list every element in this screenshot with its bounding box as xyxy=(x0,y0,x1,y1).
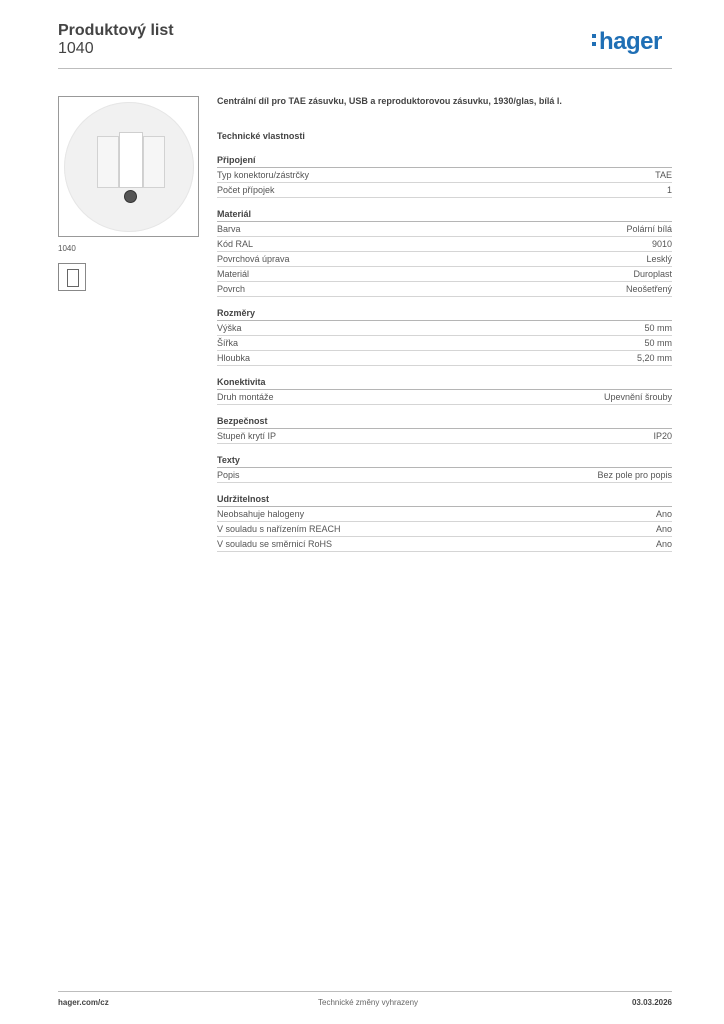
section-title: Bezpečnost xyxy=(217,414,672,429)
spec-row xyxy=(217,168,672,183)
header-divider xyxy=(58,68,672,69)
spec-label: Typ konektoru/zástrčky xyxy=(217,170,310,180)
section-title: Připojení xyxy=(217,153,672,168)
spec-section xyxy=(217,453,672,483)
spec-label: Hloubka xyxy=(217,353,251,363)
screw-icon xyxy=(124,190,137,203)
spec-value: 50 mm xyxy=(644,323,672,333)
thumbnail-icon xyxy=(67,269,79,287)
spec-section xyxy=(217,375,672,405)
spec-label: Kód RAL xyxy=(217,239,254,249)
spec-label: Stupeň krytí IP xyxy=(217,431,277,441)
spec-label: Šířka xyxy=(217,338,239,348)
spec-value: Duroplast xyxy=(633,269,672,279)
section-title: Texty xyxy=(217,453,672,468)
spec-value: TAE xyxy=(655,170,672,180)
spec-row xyxy=(217,183,672,198)
logo-dots-icon xyxy=(592,34,596,50)
spec-value: Ano xyxy=(655,509,672,519)
spec-value: IP20 xyxy=(653,431,672,441)
section-title: Udržitelnost xyxy=(217,492,672,507)
spec-value: 9010 xyxy=(651,239,672,249)
spec-value: Polární bílá xyxy=(626,224,672,234)
spec-row xyxy=(217,537,672,552)
spec-label: Povrch xyxy=(217,284,246,294)
spec-row xyxy=(217,351,672,366)
spec-row xyxy=(217,267,672,282)
spec-row xyxy=(217,429,672,444)
spec-row xyxy=(217,222,672,237)
spec-value: Lesklý xyxy=(646,254,672,264)
section-title: Rozměry xyxy=(217,306,672,321)
spec-label: V souladu s nařízením REACH xyxy=(217,524,341,534)
spec-label: V souladu se směrnicí RoHS xyxy=(217,539,333,549)
spec-label: Počet přípojek xyxy=(217,185,275,195)
spec-label: Materiál xyxy=(217,269,250,279)
spec-row xyxy=(217,468,672,483)
image-caption: 1040 xyxy=(58,244,76,253)
spec-value: 50 mm xyxy=(644,338,672,348)
spec-value: 5,20 mm xyxy=(636,353,672,363)
spec-label: Barva xyxy=(217,224,241,234)
spec-section xyxy=(217,414,672,444)
spec-row xyxy=(217,321,672,336)
spec-row xyxy=(217,390,672,405)
spec-row xyxy=(217,336,672,351)
product-code: 1040 xyxy=(58,40,94,57)
spec-label: Neobsahuje halogeny xyxy=(217,509,305,519)
spec-section xyxy=(217,153,672,198)
brand-logo xyxy=(592,28,662,56)
spec-row xyxy=(217,252,672,267)
spec-section xyxy=(217,492,672,552)
right-slot xyxy=(143,136,165,188)
spec-label: Druh montáže xyxy=(217,392,274,402)
center-slot xyxy=(119,132,143,188)
left-slot xyxy=(97,136,119,188)
spec-value: Ano xyxy=(655,524,672,534)
spec-row xyxy=(217,282,672,297)
spec-label: Výška xyxy=(217,323,242,333)
spec-value: Bez pole pro popis xyxy=(597,470,672,480)
spec-sections xyxy=(217,153,672,561)
spec-section xyxy=(217,207,672,297)
spec-row xyxy=(217,237,672,252)
spec-section xyxy=(217,306,672,366)
spec-value: Upevnění šrouby xyxy=(603,392,672,402)
spec-value: Ano xyxy=(655,539,672,549)
section-title: Materiál xyxy=(217,207,672,222)
footer-divider xyxy=(58,991,672,992)
page-title: Produktový list xyxy=(58,22,174,39)
spec-label: Povrchová úprava xyxy=(217,254,290,264)
spec-label: Popis xyxy=(217,470,240,480)
spec-row xyxy=(217,522,672,537)
footer-note: Technické změny vyhrazeny xyxy=(318,998,419,1007)
product-description: Centrální díl pro TAE zásuvku, USB a reproduktorovou zásuvku, 1930/glas, bílá l. xyxy=(217,96,562,106)
product-image xyxy=(58,96,199,237)
section-title: Konektivita xyxy=(217,375,672,390)
tech-properties-title: Technické vlastnosti xyxy=(217,131,305,141)
product-thumbnail[interactable] xyxy=(58,263,86,291)
cover-plate-icon xyxy=(64,102,194,232)
spec-value: 1 xyxy=(666,185,672,195)
footer-website[interactable]: hager.com/cz xyxy=(58,998,109,1007)
logo-text: hager xyxy=(599,28,662,55)
spec-value: Neošetřený xyxy=(625,284,672,294)
footer-date: 03.03.2026 xyxy=(631,998,672,1007)
spec-row xyxy=(217,507,672,522)
